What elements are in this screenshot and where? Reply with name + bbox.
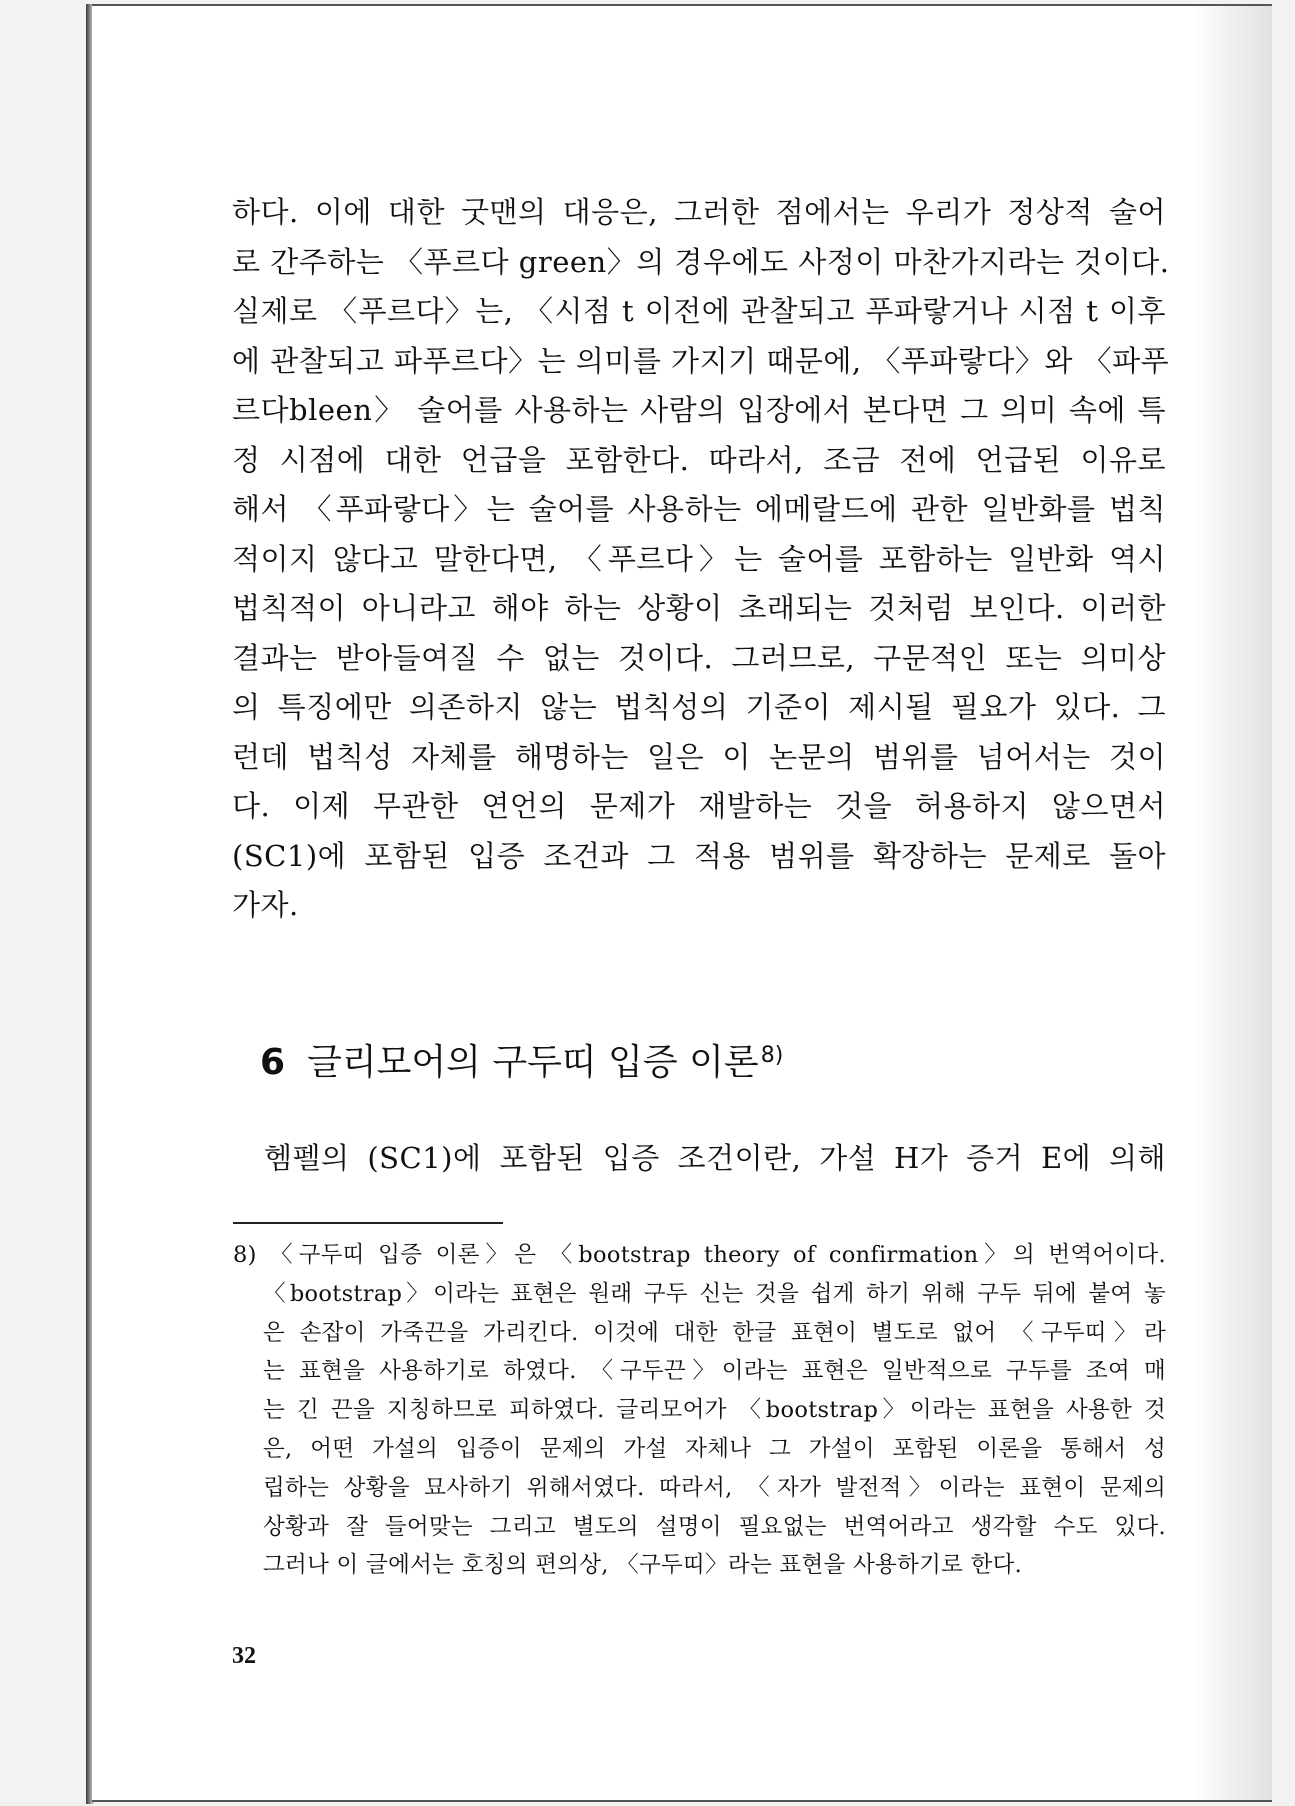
body-line: (SC1)에 포함된 입증 조건과 그 적용 범위를 확장하는 문제로 돌아	[232, 838, 1166, 873]
footnote-line: 〈bootstrap〉이라는 표현은 원래 구두 신는 것을 쉽게 하기 위해 구두 뒤에 붙여 놓	[263, 1280, 1166, 1307]
body-line: 실제로 〈푸르다〉는, 〈시점 t 이전에 관찰되고 푸파랗거나 시점 t 이후	[232, 294, 1166, 328]
body-line: 정 시점에 대한 언급을 포함한다. 따라서, 조금 전에 언급된 이유로	[232, 442, 1166, 477]
section-intro-line: 헴펠의 (SC1)에 포함된 입증 조건이란, 가설 H가 증거 E에 의해	[264, 1141, 1166, 1175]
body-line: 법칙적이 아니라고 해야 하는 상황이 초래되는 것처럼 보인다. 이러한	[232, 591, 1166, 625]
footnote-reference: 8)	[760, 1043, 784, 1068]
body-line: 런데 법칙성 자체를 해명하는 일은 이 논문의 범위를 넘어서는 것이	[232, 739, 1166, 774]
footnote-line: 는 긴 끈을 지칭하므로 피하였다. 글리모어가 〈bootstrap〉이라는 표현을 사용한 것	[263, 1397, 1166, 1424]
section-number: 6	[260, 1042, 286, 1083]
footnote-line: 8) 〈구두띠 입증 이론〉은 〈bootstrap theory of confirmation〉의 번역어이다.	[233, 1242, 1166, 1268]
body-line: 다. 이제 무관한 연언의 문제가 재발하는 것을 허용하지 않으면서	[232, 789, 1166, 823]
footnote-line: 는 표현을 사용하기로 하였다. 〈구두끈〉이라는 표현은 일반적으로 구두를 조여 매	[263, 1358, 1166, 1385]
body-line: 가자.	[232, 888, 299, 922]
footnote-line: 은, 어떤 가설의 입증이 문제의 가설 자체나 그 가설이 포함된 이론을 통해서 성	[263, 1435, 1166, 1462]
body-line: 해서 〈푸파랗다〉는 술어를 사용하는 에메랄드에 관한 일반화를 법칙	[232, 492, 1166, 526]
footnote-line: 상황과 잘 들어맞는 그리고 별도의 설명이 필요없는 번역어라고 생각할 수도 있다.	[263, 1513, 1166, 1540]
section-heading	[260, 1034, 783, 1085]
body-line: 적이지 않다고 말한다면, 〈푸르다〉는 술어를 포함하는 일반화 역시	[232, 541, 1166, 576]
body-line: 결과는 받아들여질 수 없는 것이다. 그러므로, 구문적인 또는 의미상	[232, 640, 1166, 675]
body-line: 르다bleen〉 술어를 사용하는 사람의 입장에서 본다면 그 의미 속에 특	[232, 393, 1166, 427]
section-title: 글리모어의 구두띠 입증 이론	[307, 1042, 759, 1083]
page-edge-shadow	[1192, 6, 1272, 1800]
body-line: 의 특징에만 의존하지 않는 법칙성의 기준이 제시될 필요가 있다. 그	[232, 690, 1166, 724]
body-line: 하다. 이에 대한 굿맨의 대응은, 그러한 점에서는 우리가 정상적 술어	[232, 195, 1166, 229]
footnote-line: 립하는 상황을 묘사하기 위해서였다. 따라서, 〈자가 발전적〉이라는 표현이 문제의	[263, 1474, 1166, 1501]
body-paragraph	[232, 188, 1170, 931]
body-line: 로 간주하는 〈푸르다 green〉의 경우에도 사정이 마찬가지라는 것이다.	[232, 244, 1170, 279]
footnote-line: 그러나 이 글에서는 호칭의 편의상, 〈구두띠〉라는 표현을 사용하기로 한다.	[263, 1552, 1023, 1579]
body-line: 에 관찰되고 파푸르다〉는 의미를 가지기 때문에, 〈푸파랗다〉와 〈파푸	[232, 343, 1170, 378]
page-number: 32	[232, 1643, 256, 1669]
book-page	[92, 4, 1272, 1802]
footnote-divider	[233, 1222, 503, 1224]
footnote	[233, 1236, 1166, 1585]
footnote-line: 은 손잡이 가죽끈을 가리킨다. 이것에 대한 한글 표현이 별도로 없어 〈구두띠〉라	[263, 1319, 1166, 1346]
